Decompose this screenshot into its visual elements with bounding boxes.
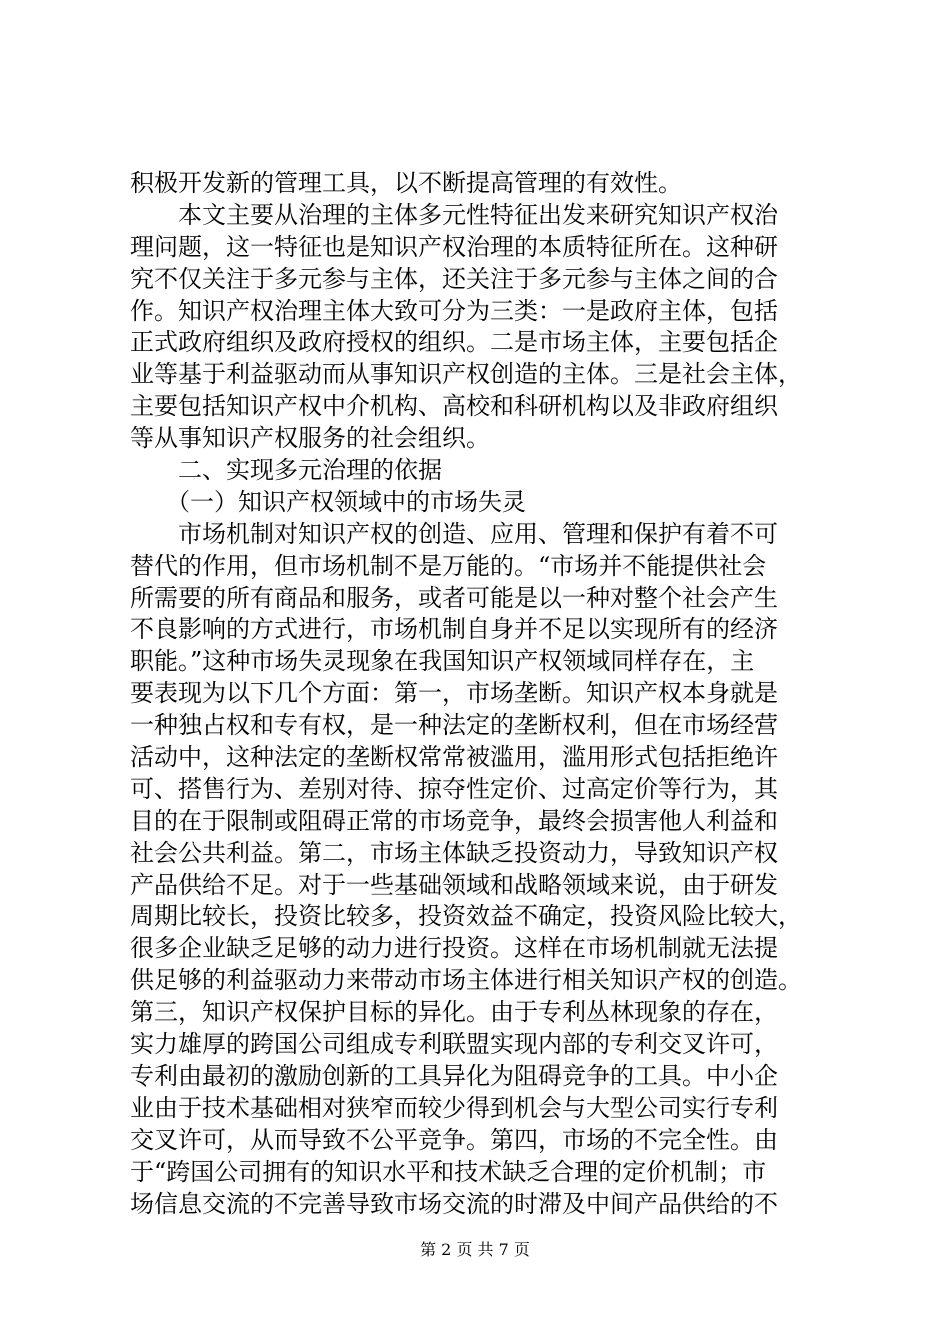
text-line: 业等基于利益驱动而从事知识产权创造的主体。三是社会主体， [130, 360, 802, 389]
text-line: 所需要的所有商品和服务，或者可能是以一种对整个社会产生 [130, 583, 778, 612]
page-number-footer: 第 2 页 共 7 页 [420, 1240, 530, 1259]
text-line: 不良影响的方式进行，市场机制自身并不足以实现所有的经济 [130, 615, 778, 644]
text-line: 业由于技术基础相对狭窄而较少得到机会与大型公司实行专利 [130, 1093, 778, 1122]
text-line: 供足够的利益驱动力来带动市场主体进行相关知识产权的创造。 [130, 966, 802, 995]
text-line: 理问题，这一特征也是知识产权治理的本质特征所在。这种研 [130, 232, 778, 261]
text-line: 周期比较长，投资比较多，投资效益不确定，投资风险比较大， [130, 902, 802, 931]
text-line: 一种独占权和专有权，是一种法定的垄断权利，但在市场经营 [130, 711, 778, 740]
text-line: 目的在于限制或阻碍正常的市场竞争，最终会损害他人利益和 [130, 806, 778, 835]
text-line: 市场机制对知识产权的创造、应用、管理和保护有着不可 [130, 519, 778, 548]
text-line: 社会公共利益。第二，市场主体缺乏投资动力，导致知识产权 [130, 838, 778, 867]
text-line: 本文主要从治理的主体多元性特征出发来研究知识产权治 [130, 200, 778, 229]
text-line: 究不仅关注于多元参与主体，还关注于多元参与主体之间的合 [130, 264, 778, 293]
text-line: 可、搭售行为、差别对待、掠夺性定价、过高定价等行为，其 [130, 774, 778, 803]
text-line: 交叉许可，从而导致不公平竞争。第四，市场的不完全性。由 [130, 1125, 778, 1154]
text-line: 正式政府组织及政府授权的组织。二是市场主体，主要包括企 [130, 328, 778, 357]
text-line: 很多企业缺乏足够的动力进行投资。这样在市场机制就无法提 [130, 934, 778, 963]
text-line: 专利由最初的激励创新的工具异化为阻碍竞争的工具。中小企 [130, 1061, 778, 1090]
text-line: 替代的作用，但市场机制不是万能的。“市场并不能提供社会 [130, 551, 767, 580]
text-line: 职能。”这种市场失灵现象在我国知识产权领域同样存在，主 [130, 647, 755, 676]
text-line: 第三，知识产权保护目标的异化。由于专利丛林现象的存在， [130, 998, 778, 1027]
text-line: 二、实现多元治理的依据 [130, 456, 442, 485]
text-line: 场信息交流的不完善导致市场交流的时滞及中间产品供给的不 [130, 1189, 778, 1218]
text-line: 主要包括知识产权中介机构、高校和科研机构以及非政府组织 [130, 392, 778, 421]
text-line: 实力雄厚的跨国公司组成专利联盟实现内部的专利交叉许可， [130, 1030, 778, 1059]
body-text [130, 168, 832, 1220]
text-line: （一）知识产权领域中的市场失灵 [130, 487, 526, 516]
text-line: 产品供给不足。对于一些基础领域和战略领域来说，由于研发 [130, 870, 778, 899]
text-line: 活动中，这种法定的垄断权常常被滥用，滥用形式包括拒绝许 [130, 743, 778, 772]
text-line: 于“跨国公司拥有的知识水平和技术缺乏合理的定价机制；市 [130, 1157, 767, 1186]
text-line: 作。知识产权治理主体大致可分为三类：一是政府主体，包括 [130, 296, 778, 325]
text-line: 积极开发新的管理工具，以不断提高管理的有效性。 [130, 169, 682, 197]
text-line: 等从事知识产权服务的社会组织。 [130, 424, 490, 453]
text-line: 要表现为以下几个方面：第一，市场垄断。知识产权本身就是 [130, 679, 778, 708]
